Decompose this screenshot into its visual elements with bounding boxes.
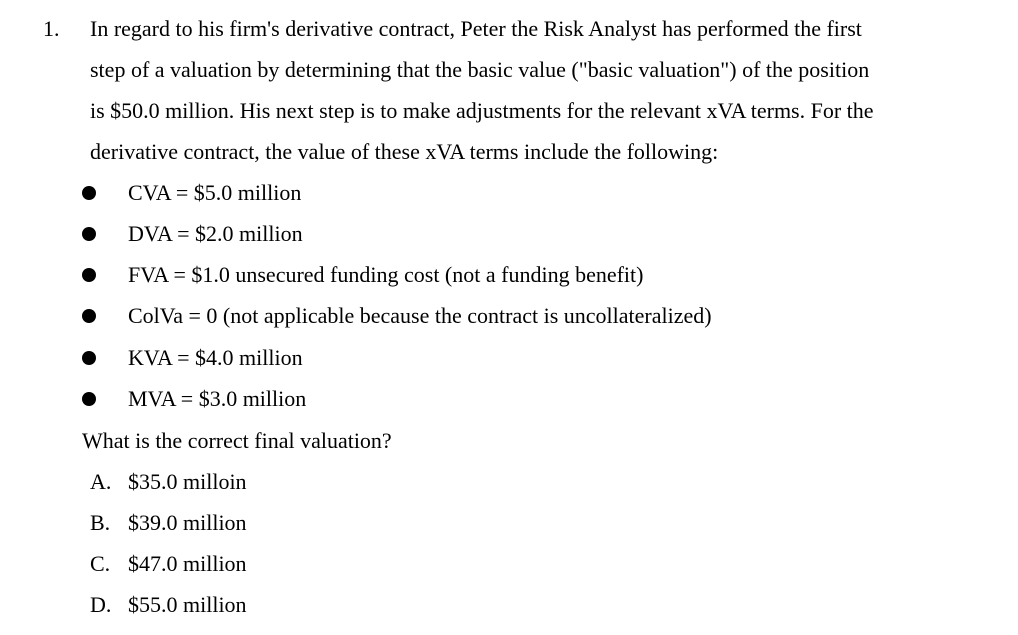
bullet-dot-icon xyxy=(82,351,96,365)
bullet-text: CVA = $5.0 million xyxy=(128,180,302,205)
bullet-dot-icon xyxy=(82,392,96,406)
bullet-text: ColVa = 0 (not applicable because the contract is uncollateralized) xyxy=(128,303,712,328)
option-text: $35.0 milloin xyxy=(128,469,247,494)
bullet-dot-icon xyxy=(82,309,96,323)
option-text: $47.0 million xyxy=(128,551,247,576)
option-letter: A. xyxy=(90,469,112,494)
option-letter: D. xyxy=(90,592,112,617)
bullet-text: MVA = $3.0 million xyxy=(128,386,307,411)
option-text: $39.0 million xyxy=(128,510,247,535)
bullet-text: KVA = $4.0 million xyxy=(128,345,303,370)
bullet-text: DVA = $2.0 million xyxy=(128,221,303,246)
question-line-1: In regard to his firm's derivative contract, Peter the Risk Analyst has performed the first xyxy=(90,16,862,41)
bullet-dot-icon xyxy=(82,268,96,282)
option-text: $55.0 million xyxy=(128,592,247,617)
bullet-dot-icon xyxy=(82,186,96,200)
question-line-2: step of a valuation by determining that the basic value ("basic valuation") of the position xyxy=(90,57,870,82)
question-line-3: is $50.0 million. His next step is to make adjustments for the relevant xVA terms. For the xyxy=(90,98,874,123)
option-letter: B. xyxy=(90,510,111,535)
bullet-text: FVA = $1.0 unsecured funding cost (not a funding benefit) xyxy=(128,262,644,287)
option-letter: C. xyxy=(90,551,111,576)
question-line-4: derivative contract, the value of these xVA terms include the following: xyxy=(90,139,719,164)
bullet-dot-icon xyxy=(82,227,96,241)
question-prompt: What is the correct final valuation? xyxy=(82,428,392,453)
question-number: 1. xyxy=(43,16,60,41)
